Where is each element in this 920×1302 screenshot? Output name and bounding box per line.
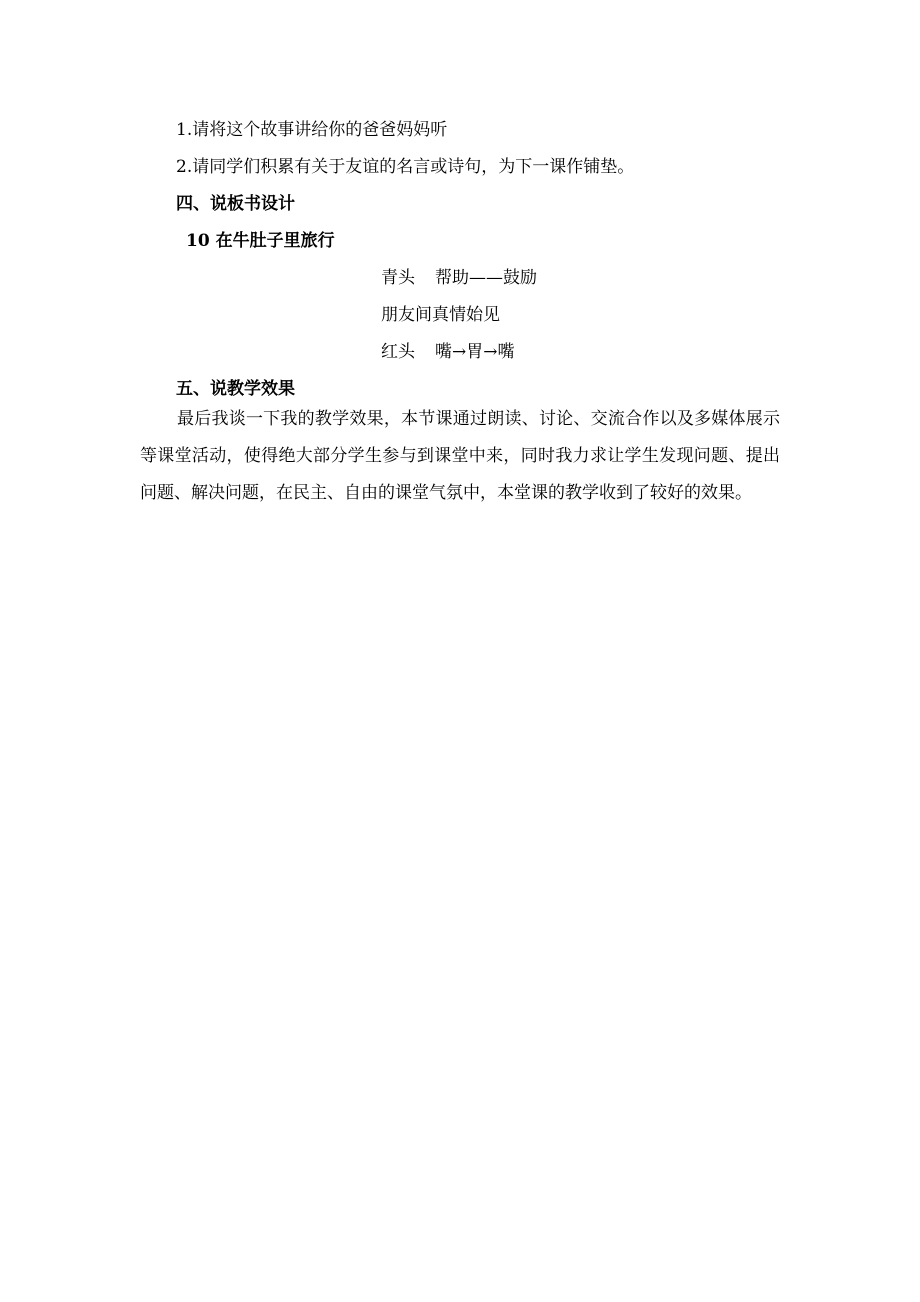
board-row-3-content: 嘴→胃→嘴 [435, 342, 515, 362]
board-row-3 [381, 340, 515, 364]
teaching-effect-heading: 五、说教学效果 [176, 379, 295, 399]
board-row-1-content: 帮助——鼓励 [435, 268, 537, 288]
board-row-1 [381, 266, 537, 290]
board-row-3-label: 红头 [381, 342, 415, 362]
board-row-1-label: 青头 [381, 268, 415, 288]
homework-item-1: 1.请将这个故事讲给你的爸爸妈妈听 [176, 120, 448, 140]
teaching-effect-paragraph: 最后我谈一下我的教学效果，本节课通过朗读、讨论、交流合作以及多媒体展示等课堂活动，使得绝大部分学生参与到课堂中来，同时我力求让学生发现问题、提出问题、解决问题，在民主、自由的课堂气氛中，本堂课的教学收到了较好的效果。 [140, 409, 780, 503]
board-design-heading: 四、说板书设计 [176, 194, 295, 214]
board-row-2: 朋友间真情始见 [381, 305, 500, 325]
lesson-title: 10 在牛肚子里旅行 [186, 231, 335, 251]
homework-item-2: 2.请同学们积累有关于友谊的名言或诗句，为下一课作铺垫。 [176, 157, 635, 177]
